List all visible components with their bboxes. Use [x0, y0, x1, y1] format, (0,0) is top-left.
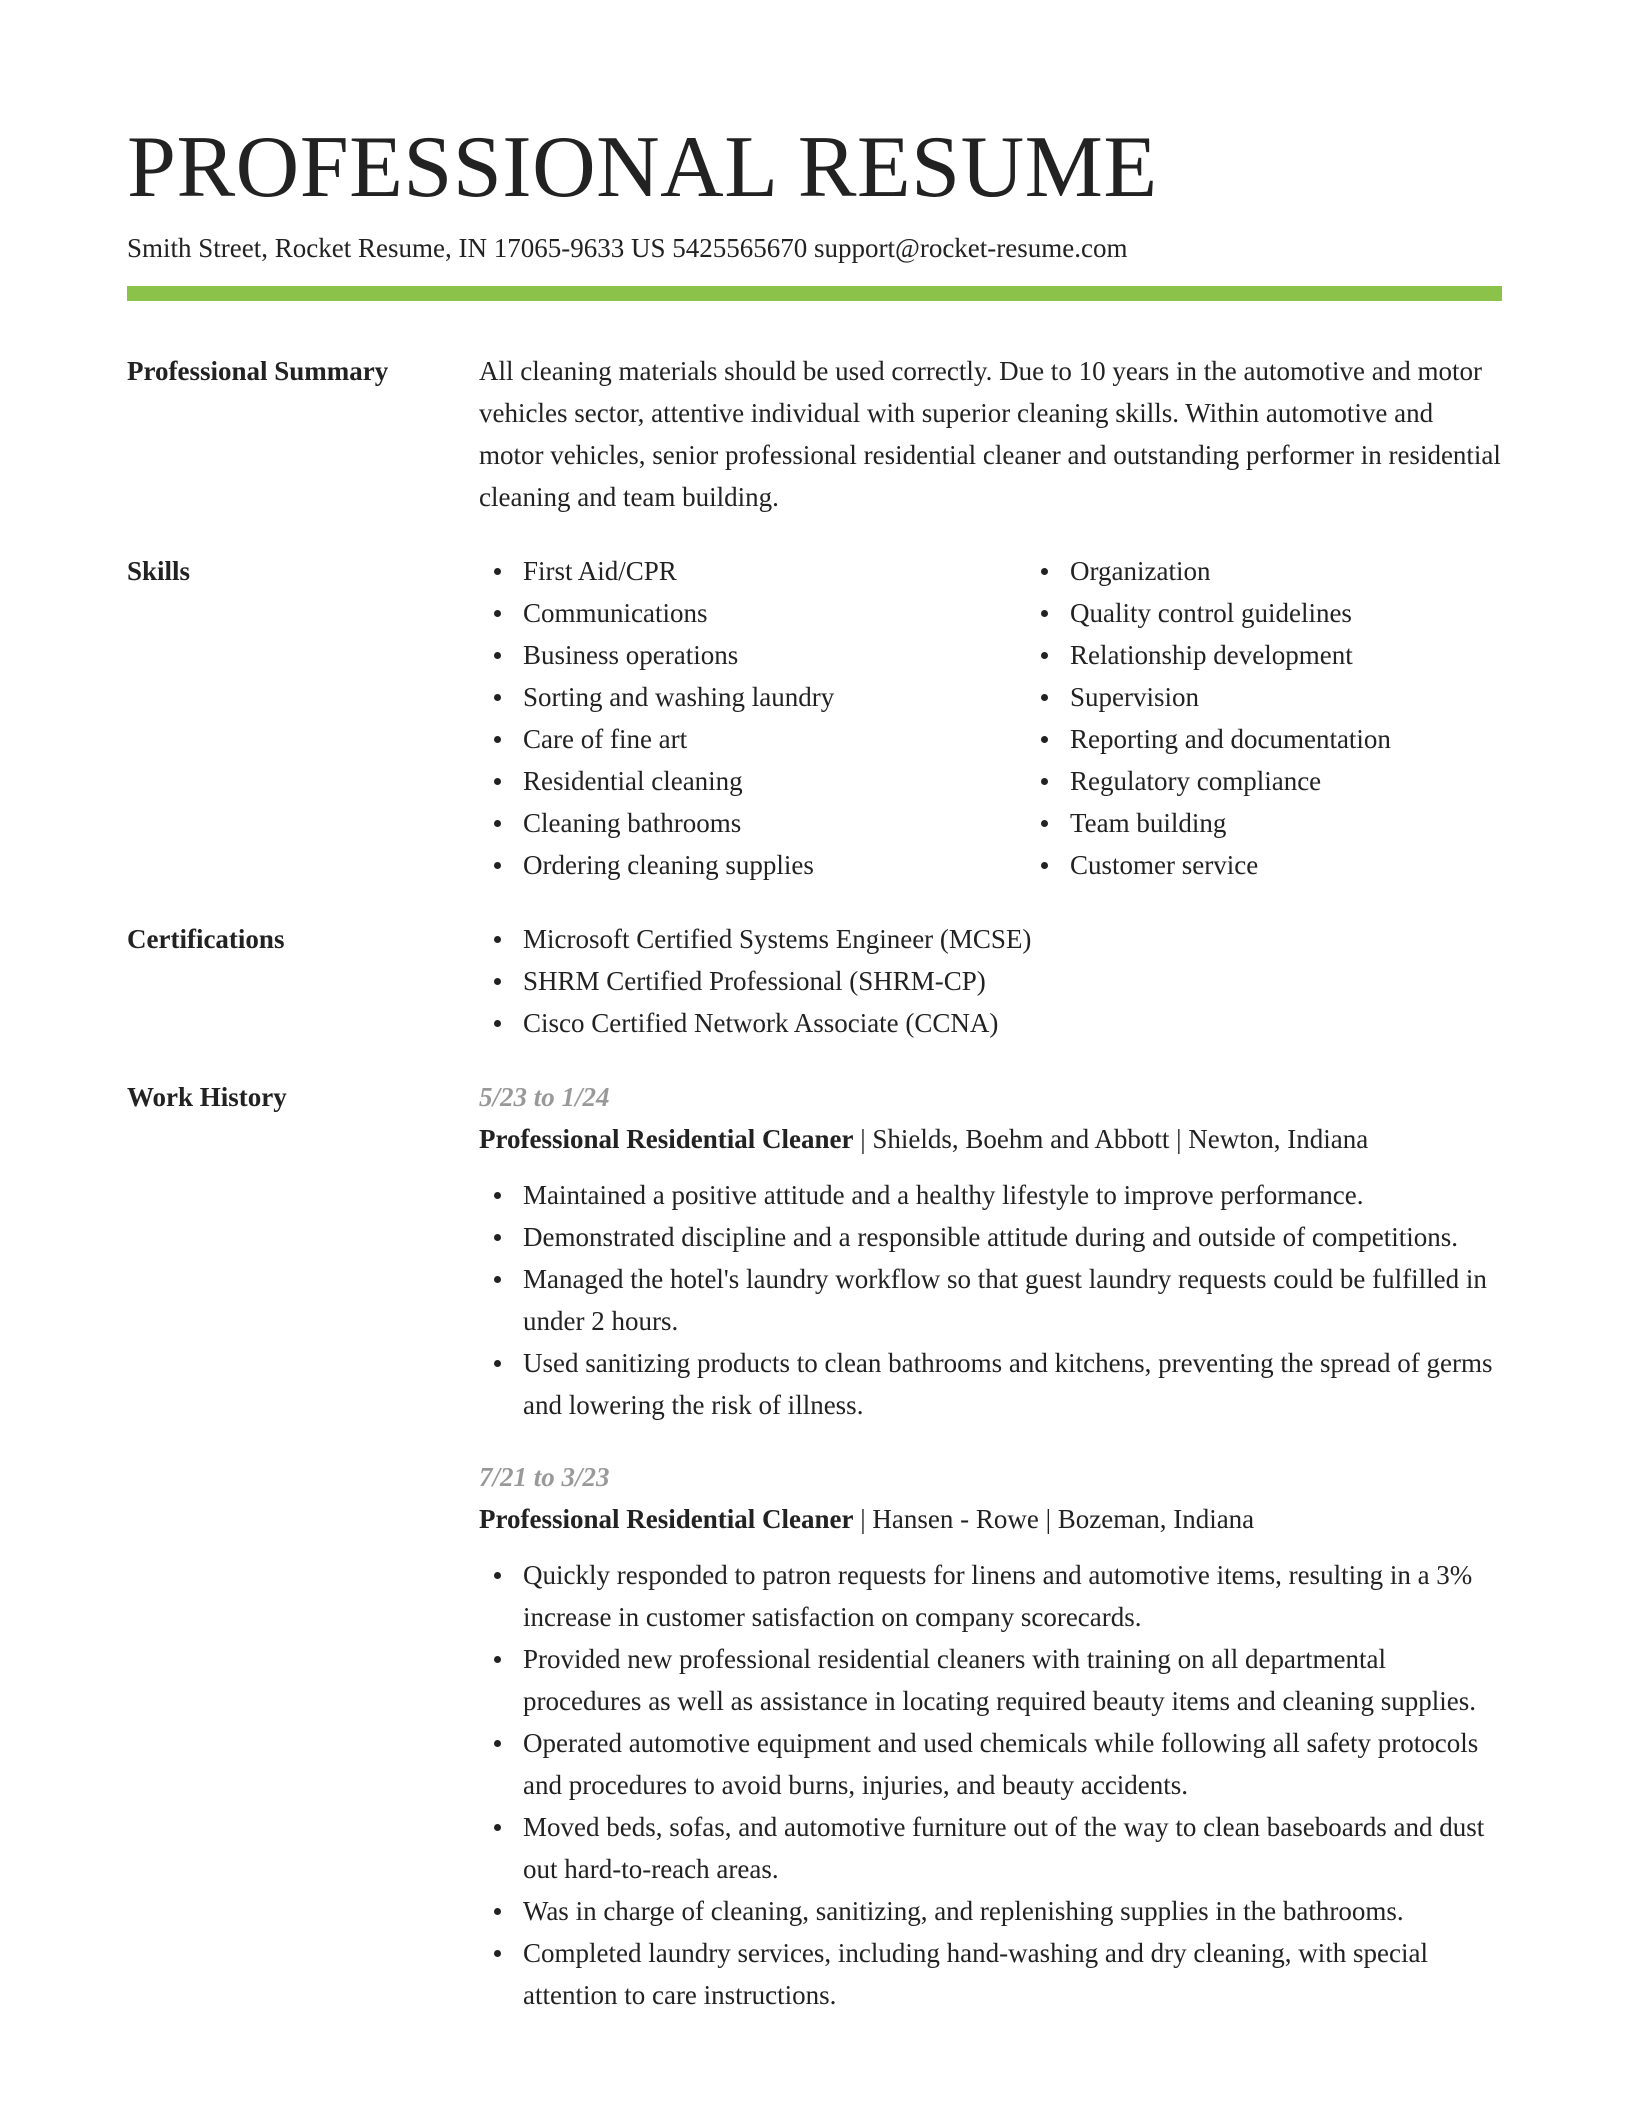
work-history-section [127, 1076, 1502, 2016]
accent-divider [127, 286, 1502, 301]
skill-item: Sorting and washing laundry [523, 676, 1026, 718]
certifications-list [479, 918, 1502, 1044]
job-details: | Shields, Boehm and Abbott | Newton, Indiana [853, 1124, 1369, 1154]
job-dates: 5/23 to 1/24 [479, 1082, 610, 1112]
skill-item: Reporting and documentation [1070, 718, 1573, 760]
job-bullet: Provided new professional residential cleaners with training on all departmental procedures as well as assistance in locating required beauty items and cleaning supplies. [523, 1638, 1502, 1722]
summary-heading: Professional Summary [127, 356, 389, 386]
job-bullet: Operated automotive equipment and used chemicals while following all safety protocols and procedures to avoid burns, injuries, and beauty accidents. [523, 1722, 1502, 1806]
skill-item: Relationship development [1070, 634, 1573, 676]
job-bullets [479, 1174, 1502, 1426]
skills-heading: Skills [127, 556, 191, 586]
skill-item: Business operations [523, 634, 1026, 676]
job-bullet: Demonstrated discipline and a responsible attitude during and outside of competitions. [523, 1216, 1502, 1258]
certifications-section [127, 918, 1502, 1044]
work-history-heading: Work History [127, 1082, 287, 1112]
job-bullet: Was in charge of cleaning, sanitizing, and replenishing supplies in the bathrooms. [523, 1890, 1502, 1932]
contact-line: Smith Street, Rocket Resume, IN 17065-9633 US 5425565670 support@rocket-resume.com [127, 233, 1128, 263]
job-title: Professional Residential Cleaner [479, 1504, 854, 1534]
skills-list-right [1026, 550, 1573, 886]
certification-item: Cisco Certified Network Associate (CCNA) [523, 1002, 1502, 1044]
job-entry [479, 1456, 1502, 2016]
skill-item: Care of fine art [523, 718, 1026, 760]
skills-section [127, 550, 1502, 886]
certifications-heading: Certifications [127, 924, 285, 954]
job-title: Professional Residential Cleaner [479, 1124, 854, 1154]
certification-item: Microsoft Certified Systems Engineer (MCSE) [523, 918, 1502, 960]
job-bullet: Completed laundry services, including hand-washing and dry cleaning, with special attention to care instructions. [523, 1932, 1502, 2016]
skill-item: Quality control guidelines [1070, 592, 1573, 634]
skill-item: Communications [523, 592, 1026, 634]
skill-item: Organization [1070, 550, 1573, 592]
skill-item: Team building [1070, 802, 1573, 844]
skill-item: First Aid/CPR [523, 550, 1026, 592]
skill-item: Supervision [1070, 676, 1573, 718]
job-bullet: Used sanitizing products to clean bathrooms and kitchens, preventing the spread of germs and lowering the risk of illness. [523, 1342, 1502, 1426]
certification-item: SHRM Certified Professional (SHRM-CP) [523, 960, 1502, 1002]
job-dates: 7/21 to 3/23 [479, 1462, 610, 1492]
skills-list-left [479, 550, 1026, 886]
resume-title: PROFESSIONAL RESUME [127, 119, 1158, 216]
summary-section [127, 350, 1502, 518]
skill-item: Ordering cleaning supplies [523, 844, 1026, 886]
job-bullet: Managed the hotel's laundry workflow so that guest laundry requests could be fulfilled in under 2 hours. [523, 1258, 1502, 1342]
skill-item: Customer service [1070, 844, 1573, 886]
job-bullet: Moved beds, sofas, and automotive furniture out of the way to clean baseboards and dust out hard-to-reach areas. [523, 1806, 1502, 1890]
job-heading [479, 1498, 1502, 1540]
job-bullet: Quickly responded to patron requests for linens and automotive items, resulting in a 3% increase in customer satisfaction on company scorecards. [523, 1554, 1502, 1638]
summary-text: All cleaning materials should be used correctly. Due to 10 years in the automotive and motor vehicles sector, attentive individual with superior cleaning skills. Within automotive and motor vehicles, senior professional residential cleaner and outstanding performer in residential cleaning and team building. [479, 356, 1501, 512]
resume-content [127, 350, 1502, 2016]
skill-item: Cleaning bathrooms [523, 802, 1026, 844]
skill-item: Residential cleaning [523, 760, 1026, 802]
job-heading [479, 1118, 1502, 1160]
job-bullets [479, 1554, 1502, 2016]
job-entry [479, 1076, 1502, 1426]
job-details: | Hansen - Rowe | Bozeman, Indiana [853, 1504, 1255, 1534]
job-bullet: Maintained a positive attitude and a healthy lifestyle to improve performance. [523, 1174, 1502, 1216]
skill-item: Regulatory compliance [1070, 760, 1573, 802]
